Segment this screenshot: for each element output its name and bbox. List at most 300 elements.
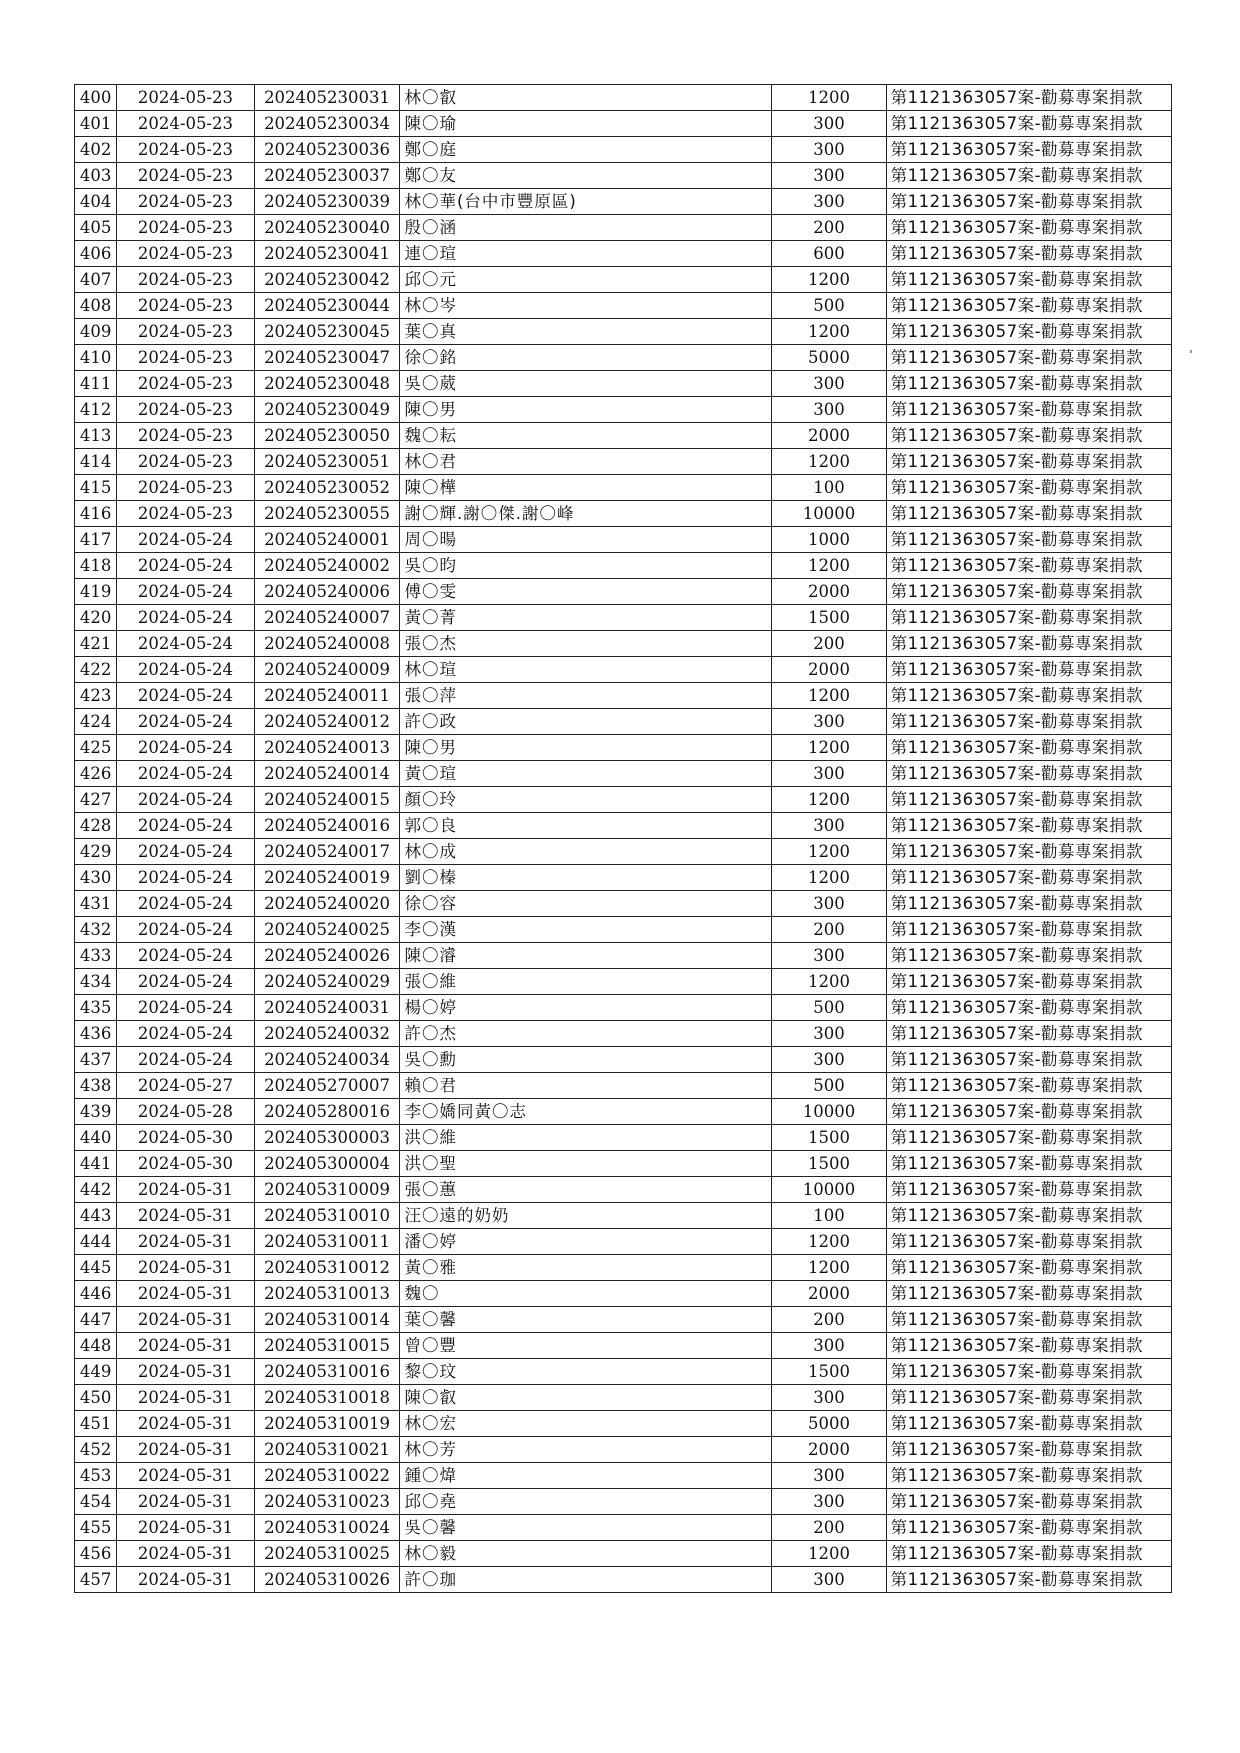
donation-purpose: 第1121363057案-勸募專案捐款 <box>886 137 1171 163</box>
table-row <box>75 579 1172 605</box>
donation-purpose: 第1121363057案-勸募專案捐款 <box>886 1151 1171 1177</box>
table-row <box>75 293 1172 319</box>
receipt-number: 202405230048 <box>254 371 400 397</box>
donation-date: 2024-05-23 <box>117 85 254 111</box>
donation-amount: 300 <box>772 813 886 839</box>
donation-amount: 300 <box>772 943 886 969</box>
donation-amount: 2000 <box>772 579 886 605</box>
receipt-number: 202405240007 <box>254 605 400 631</box>
donation-date: 2024-05-24 <box>117 735 254 761</box>
receipt-number: 202405310018 <box>254 1385 400 1411</box>
donation-purpose: 第1121363057案-勸募專案捐款 <box>886 1515 1171 1541</box>
donor-name: 連〇瑄 <box>400 241 772 267</box>
receipt-number: 202405310016 <box>254 1359 400 1385</box>
receipt-number: 202405230047 <box>254 345 400 371</box>
row-number: 413 <box>75 423 117 449</box>
donation-date: 2024-05-23 <box>117 241 254 267</box>
donor-name: 陳〇瑜 <box>400 111 772 137</box>
donation-amount: 300 <box>772 1047 886 1073</box>
donor-name: 賴〇君 <box>400 1073 772 1099</box>
donation-purpose: 第1121363057案-勸募專案捐款 <box>886 579 1171 605</box>
donor-name: 黃〇瑄 <box>400 761 772 787</box>
receipt-number: 202405310011 <box>254 1229 400 1255</box>
donation-date: 2024-05-30 <box>117 1125 254 1151</box>
row-number: 445 <box>75 1255 117 1281</box>
table-row <box>75 969 1172 995</box>
donation-date: 2024-05-31 <box>117 1281 254 1307</box>
table-row <box>75 1333 1172 1359</box>
donation-purpose: 第1121363057案-勸募專案捐款 <box>886 1125 1171 1151</box>
donation-date: 2024-05-23 <box>117 397 254 423</box>
receipt-number: 202405230055 <box>254 501 400 527</box>
table-row <box>75 709 1172 735</box>
row-number: 417 <box>75 527 117 553</box>
donation-purpose: 第1121363057案-勸募專案捐款 <box>886 1255 1171 1281</box>
donation-amount: 200 <box>772 917 886 943</box>
donation-ledger-table <box>74 84 1172 1593</box>
donation-amount: 1200 <box>772 1229 886 1255</box>
table-row <box>75 1281 1172 1307</box>
table-row <box>75 631 1172 657</box>
donation-amount: 300 <box>772 1385 886 1411</box>
table-row <box>75 371 1172 397</box>
donor-name: 鄭〇友 <box>400 163 772 189</box>
donation-purpose: 第1121363057案-勸募專案捐款 <box>886 969 1171 995</box>
donor-name: 汪〇遠的奶奶 <box>400 1203 772 1229</box>
donation-purpose: 第1121363057案-勸募專案捐款 <box>886 1437 1171 1463</box>
table-row <box>75 1021 1172 1047</box>
donation-purpose: 第1121363057案-勸募專案捐款 <box>886 1385 1171 1411</box>
table-row <box>75 1385 1172 1411</box>
donor-name: 林〇瑄 <box>400 657 772 683</box>
table-row <box>75 553 1172 579</box>
receipt-number: 202405310021 <box>254 1437 400 1463</box>
donation-date: 2024-05-31 <box>117 1515 254 1541</box>
donation-date: 2024-05-24 <box>117 969 254 995</box>
donation-date: 2024-05-24 <box>117 917 254 943</box>
donation-amount: 1200 <box>772 85 886 111</box>
donation-date: 2024-05-24 <box>117 553 254 579</box>
table-row <box>75 1307 1172 1333</box>
donor-name: 吳〇馨 <box>400 1515 772 1541</box>
donation-amount: 5000 <box>772 1411 886 1437</box>
donation-amount: 1200 <box>772 735 886 761</box>
donor-name: 張〇維 <box>400 969 772 995</box>
donation-date: 2024-05-23 <box>117 215 254 241</box>
donation-date: 2024-05-31 <box>117 1489 254 1515</box>
donation-date: 2024-05-23 <box>117 189 254 215</box>
donation-purpose: 第1121363057案-勸募專案捐款 <box>886 995 1171 1021</box>
donation-amount: 300 <box>772 1567 886 1593</box>
donation-amount: 2000 <box>772 657 886 683</box>
table-row <box>75 267 1172 293</box>
donation-purpose: 第1121363057案-勸募專案捐款 <box>886 891 1171 917</box>
row-number: 403 <box>75 163 117 189</box>
donation-date: 2024-05-31 <box>117 1437 254 1463</box>
receipt-number: 202405240017 <box>254 839 400 865</box>
table-row <box>75 111 1172 137</box>
donation-purpose: 第1121363057案-勸募專案捐款 <box>886 111 1171 137</box>
row-number: 435 <box>75 995 117 1021</box>
receipt-number: 202405230034 <box>254 111 400 137</box>
receipt-number: 202405280016 <box>254 1099 400 1125</box>
donor-name: 張〇萍 <box>400 683 772 709</box>
donation-date: 2024-05-31 <box>117 1255 254 1281</box>
donor-name: 吳〇昀 <box>400 553 772 579</box>
table-row <box>75 1411 1172 1437</box>
donation-purpose: 第1121363057案-勸募專案捐款 <box>886 1177 1171 1203</box>
donation-purpose: 第1121363057案-勸募專案捐款 <box>886 1203 1171 1229</box>
donation-purpose: 第1121363057案-勸募專案捐款 <box>886 1047 1171 1073</box>
donation-purpose: 第1121363057案-勸募專案捐款 <box>886 735 1171 761</box>
donation-purpose: 第1121363057案-勸募專案捐款 <box>886 1411 1171 1437</box>
receipt-number: 202405310023 <box>254 1489 400 1515</box>
row-number: 425 <box>75 735 117 761</box>
donation-amount: 1500 <box>772 1151 886 1177</box>
donation-amount: 500 <box>772 995 886 1021</box>
row-number: 448 <box>75 1333 117 1359</box>
row-number: 452 <box>75 1437 117 1463</box>
table-row <box>75 1125 1172 1151</box>
row-number: 457 <box>75 1567 117 1593</box>
table-row <box>75 345 1172 371</box>
row-number: 407 <box>75 267 117 293</box>
table-row <box>75 1073 1172 1099</box>
donation-amount: 300 <box>772 891 886 917</box>
donor-name: 陳〇樺 <box>400 475 772 501</box>
receipt-number: 202405240034 <box>254 1047 400 1073</box>
donation-date: 2024-05-23 <box>117 267 254 293</box>
donor-name: 許〇政 <box>400 709 772 735</box>
donation-amount: 1200 <box>772 553 886 579</box>
table-row <box>75 813 1172 839</box>
donation-amount: 2000 <box>772 1437 886 1463</box>
donation-amount: 200 <box>772 1515 886 1541</box>
row-number: 447 <box>75 1307 117 1333</box>
table-row <box>75 1255 1172 1281</box>
row-number: 441 <box>75 1151 117 1177</box>
donation-amount: 10000 <box>772 501 886 527</box>
donation-amount: 300 <box>772 371 886 397</box>
donation-date: 2024-05-31 <box>117 1333 254 1359</box>
table-row <box>75 605 1172 631</box>
donor-name: 林〇岑 <box>400 293 772 319</box>
donation-amount: 300 <box>772 163 886 189</box>
receipt-number: 202405240006 <box>254 579 400 605</box>
row-number: 419 <box>75 579 117 605</box>
donor-name: 林〇叡 <box>400 85 772 111</box>
receipt-number: 202405240015 <box>254 787 400 813</box>
donation-purpose: 第1121363057案-勸募專案捐款 <box>886 163 1171 189</box>
donation-amount: 2000 <box>772 423 886 449</box>
donation-purpose: 第1121363057案-勸募專案捐款 <box>886 657 1171 683</box>
donation-date: 2024-05-23 <box>117 501 254 527</box>
donation-date: 2024-05-24 <box>117 527 254 553</box>
table-row <box>75 1541 1172 1567</box>
donation-date: 2024-05-31 <box>117 1385 254 1411</box>
row-number: 451 <box>75 1411 117 1437</box>
donor-name: 魏〇 <box>400 1281 772 1307</box>
row-number: 455 <box>75 1515 117 1541</box>
donor-name: 邱〇堯 <box>400 1489 772 1515</box>
donation-date: 2024-05-24 <box>117 761 254 787</box>
receipt-number: 202405240008 <box>254 631 400 657</box>
row-number: 420 <box>75 605 117 631</box>
row-number: 410 <box>75 345 117 371</box>
donation-date: 2024-05-23 <box>117 137 254 163</box>
table-row <box>75 1151 1172 1177</box>
row-number: 423 <box>75 683 117 709</box>
donation-purpose: 第1121363057案-勸募專案捐款 <box>886 761 1171 787</box>
donor-name: 林〇毅 <box>400 1541 772 1567</box>
donor-name: 楊〇婷 <box>400 995 772 1021</box>
donation-purpose: 第1121363057案-勸募專案捐款 <box>886 943 1171 969</box>
donation-date: 2024-05-23 <box>117 371 254 397</box>
table-row <box>75 1047 1172 1073</box>
row-number: 446 <box>75 1281 117 1307</box>
table-row <box>75 423 1172 449</box>
row-number: 449 <box>75 1359 117 1385</box>
donation-date: 2024-05-31 <box>117 1307 254 1333</box>
donor-name: 林〇君 <box>400 449 772 475</box>
donor-name: 吳〇葳 <box>400 371 772 397</box>
donor-name: 謝〇輝.謝〇傑.謝〇峰 <box>400 501 772 527</box>
receipt-number: 202405240009 <box>254 657 400 683</box>
donation-purpose: 第1121363057案-勸募專案捐款 <box>886 449 1171 475</box>
donor-name: 鍾〇煒 <box>400 1463 772 1489</box>
receipt-number: 202405310022 <box>254 1463 400 1489</box>
row-number: 442 <box>75 1177 117 1203</box>
donation-date: 2024-05-24 <box>117 943 254 969</box>
receipt-number: 202405300003 <box>254 1125 400 1151</box>
row-number: 430 <box>75 865 117 891</box>
row-number: 416 <box>75 501 117 527</box>
row-number: 439 <box>75 1099 117 1125</box>
donor-name: 黃〇菁 <box>400 605 772 631</box>
row-number: 415 <box>75 475 117 501</box>
donor-name: 張〇蕙 <box>400 1177 772 1203</box>
donor-name: 曾〇豐 <box>400 1333 772 1359</box>
row-number: 431 <box>75 891 117 917</box>
donor-name: 陳〇男 <box>400 735 772 761</box>
donation-amount: 1200 <box>772 969 886 995</box>
receipt-number: 202405230036 <box>254 137 400 163</box>
donation-date: 2024-05-24 <box>117 787 254 813</box>
donor-name: 張〇杰 <box>400 631 772 657</box>
donation-purpose: 第1121363057案-勸募專案捐款 <box>886 345 1171 371</box>
donor-name: 鄭〇庭 <box>400 137 772 163</box>
table-row <box>75 657 1172 683</box>
table-row <box>75 735 1172 761</box>
receipt-number: 202405310010 <box>254 1203 400 1229</box>
donation-date: 2024-05-24 <box>117 891 254 917</box>
row-number: 436 <box>75 1021 117 1047</box>
donation-date: 2024-05-31 <box>117 1359 254 1385</box>
donation-purpose: 第1121363057案-勸募專案捐款 <box>886 1229 1171 1255</box>
donation-amount: 300 <box>772 397 886 423</box>
donation-amount: 200 <box>772 1307 886 1333</box>
donor-name: 李〇漢 <box>400 917 772 943</box>
donation-amount: 600 <box>772 241 886 267</box>
donation-date: 2024-05-24 <box>117 631 254 657</box>
row-number: 453 <box>75 1463 117 1489</box>
donation-amount: 1200 <box>772 1255 886 1281</box>
receipt-number: 202405230042 <box>254 267 400 293</box>
table-row <box>75 1515 1172 1541</box>
donation-amount: 1500 <box>772 1125 886 1151</box>
receipt-number: 202405310015 <box>254 1333 400 1359</box>
donation-date: 2024-05-23 <box>117 163 254 189</box>
table-row <box>75 839 1172 865</box>
receipt-number: 202405240002 <box>254 553 400 579</box>
receipt-number: 202405310013 <box>254 1281 400 1307</box>
donor-name: 陳〇叡 <box>400 1385 772 1411</box>
row-number: 427 <box>75 787 117 813</box>
donation-date: 2024-05-24 <box>117 813 254 839</box>
donation-amount: 200 <box>772 215 886 241</box>
donor-name: 潘〇婷 <box>400 1229 772 1255</box>
receipt-number: 202405230040 <box>254 215 400 241</box>
donation-purpose: 第1121363057案-勸募專案捐款 <box>886 1307 1171 1333</box>
donation-purpose: 第1121363057案-勸募專案捐款 <box>886 1463 1171 1489</box>
donation-amount: 1200 <box>772 449 886 475</box>
row-number: 443 <box>75 1203 117 1229</box>
donation-date: 2024-05-23 <box>117 319 254 345</box>
donation-amount: 1500 <box>772 605 886 631</box>
table-row <box>75 865 1172 891</box>
donor-name: 黃〇雅 <box>400 1255 772 1281</box>
donation-purpose: 第1121363057案-勸募專案捐款 <box>886 501 1171 527</box>
receipt-number: 202405230045 <box>254 319 400 345</box>
table-row <box>75 943 1172 969</box>
donor-name: 林〇宏 <box>400 1411 772 1437</box>
donation-purpose: 第1121363057案-勸募專案捐款 <box>886 865 1171 891</box>
donor-name: 黎〇玟 <box>400 1359 772 1385</box>
donation-purpose: 第1121363057案-勸募專案捐款 <box>886 527 1171 553</box>
donation-amount: 300 <box>772 1333 886 1359</box>
donation-date: 2024-05-30 <box>117 1151 254 1177</box>
donation-date: 2024-05-24 <box>117 683 254 709</box>
row-number: 422 <box>75 657 117 683</box>
donor-name: 陳〇濬 <box>400 943 772 969</box>
receipt-number: 202405240014 <box>254 761 400 787</box>
donation-date: 2024-05-24 <box>117 657 254 683</box>
donation-date: 2024-05-23 <box>117 449 254 475</box>
donation-amount: 5000 <box>772 345 886 371</box>
table-row <box>75 527 1172 553</box>
receipt-number: 202405240016 <box>254 813 400 839</box>
row-number: 426 <box>75 761 117 787</box>
donor-name: 吳〇勳 <box>400 1047 772 1073</box>
donation-date: 2024-05-31 <box>117 1411 254 1437</box>
table-row <box>75 917 1172 943</box>
donation-amount: 1200 <box>772 865 886 891</box>
table-row <box>75 995 1172 1021</box>
row-number: 450 <box>75 1385 117 1411</box>
table-row <box>75 1203 1172 1229</box>
donor-name: 林〇芳 <box>400 1437 772 1463</box>
donation-date: 2024-05-31 <box>117 1541 254 1567</box>
donation-amount: 1200 <box>772 319 886 345</box>
donor-name: 林〇華(台中市豐原區) <box>400 189 772 215</box>
receipt-number: 202405310019 <box>254 1411 400 1437</box>
donor-name: 葉〇真 <box>400 319 772 345</box>
donor-name: 洪〇維 <box>400 1125 772 1151</box>
donation-purpose: 第1121363057案-勸募專案捐款 <box>886 267 1171 293</box>
donation-purpose: 第1121363057案-勸募專案捐款 <box>886 917 1171 943</box>
table-row <box>75 1463 1172 1489</box>
donation-purpose: 第1121363057案-勸募專案捐款 <box>886 85 1171 111</box>
receipt-number: 202405230041 <box>254 241 400 267</box>
donation-purpose: 第1121363057案-勸募專案捐款 <box>886 1541 1171 1567</box>
receipt-number: 202405270007 <box>254 1073 400 1099</box>
donor-name: 林〇成 <box>400 839 772 865</box>
table-row <box>75 475 1172 501</box>
donation-amount: 300 <box>772 189 886 215</box>
donation-amount: 100 <box>772 475 886 501</box>
donation-purpose: 第1121363057案-勸募專案捐款 <box>886 1333 1171 1359</box>
row-number: 418 <box>75 553 117 579</box>
donor-name: 徐〇銘 <box>400 345 772 371</box>
row-number: 428 <box>75 813 117 839</box>
donation-purpose: 第1121363057案-勸募專案捐款 <box>886 839 1171 865</box>
donor-name: 葉〇馨 <box>400 1307 772 1333</box>
donation-date: 2024-05-28 <box>117 1099 254 1125</box>
donation-date: 2024-05-23 <box>117 111 254 137</box>
donation-date: 2024-05-31 <box>117 1567 254 1593</box>
donation-amount: 300 <box>772 137 886 163</box>
donation-purpose: 第1121363057案-勸募專案捐款 <box>886 605 1171 631</box>
row-number: 440 <box>75 1125 117 1151</box>
row-number: 406 <box>75 241 117 267</box>
donor-name: 魏〇耘 <box>400 423 772 449</box>
receipt-number: 202405240019 <box>254 865 400 891</box>
donor-name: 周〇暘 <box>400 527 772 553</box>
row-number: 401 <box>75 111 117 137</box>
receipt-number: 202405230039 <box>254 189 400 215</box>
receipt-number: 202405240001 <box>254 527 400 553</box>
donation-date: 2024-05-23 <box>117 345 254 371</box>
donation-purpose: 第1121363057案-勸募專案捐款 <box>886 1073 1171 1099</box>
table-row <box>75 1099 1172 1125</box>
donation-purpose: 第1121363057案-勸募專案捐款 <box>886 241 1171 267</box>
donation-purpose: 第1121363057案-勸募專案捐款 <box>886 683 1171 709</box>
row-number: 402 <box>75 137 117 163</box>
donation-date: 2024-05-24 <box>117 1047 254 1073</box>
donation-date: 2024-05-23 <box>117 475 254 501</box>
donation-amount: 1200 <box>772 787 886 813</box>
donation-date: 2024-05-24 <box>117 839 254 865</box>
donation-amount: 1500 <box>772 1359 886 1385</box>
receipt-number: 202405300004 <box>254 1151 400 1177</box>
table-row <box>75 761 1172 787</box>
table-row <box>75 397 1172 423</box>
donation-amount: 300 <box>772 761 886 787</box>
row-number: 414 <box>75 449 117 475</box>
donation-date: 2024-05-31 <box>117 1203 254 1229</box>
row-number: 421 <box>75 631 117 657</box>
table-row <box>75 163 1172 189</box>
donation-amount: 300 <box>772 1463 886 1489</box>
donation-purpose: 第1121363057案-勸募專案捐款 <box>886 189 1171 215</box>
row-number: 437 <box>75 1047 117 1073</box>
table-row <box>75 787 1172 813</box>
donor-name: 殷〇涵 <box>400 215 772 241</box>
donation-purpose: 第1121363057案-勸募專案捐款 <box>886 787 1171 813</box>
receipt-number: 202405240029 <box>254 969 400 995</box>
receipt-number: 202405240025 <box>254 917 400 943</box>
receipt-number: 202405310024 <box>254 1515 400 1541</box>
